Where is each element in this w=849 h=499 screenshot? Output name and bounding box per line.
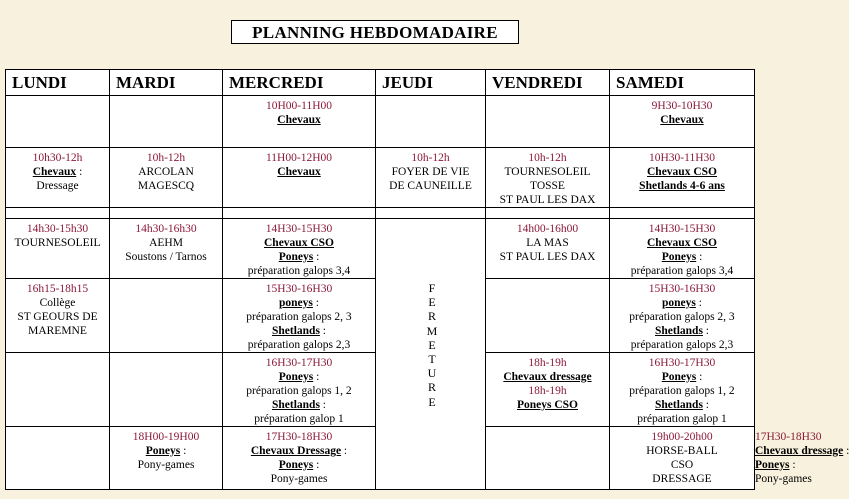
activity-label: Chevaux CSO	[647, 237, 717, 249]
colon: :	[843, 445, 849, 457]
activity-label: poneys	[662, 297, 696, 309]
colon: :	[702, 325, 709, 337]
schedule-cell	[6, 208, 110, 219]
activity-detail: préparation galops 3,4	[630, 265, 734, 277]
day-header-mercredi: MERCREDI	[223, 70, 376, 96]
schedule-cell	[223, 96, 376, 148]
schedule-cell	[6, 427, 110, 490]
colon: :	[341, 445, 348, 457]
venue-line: LA MAS	[526, 237, 569, 249]
schedule-cell	[486, 427, 610, 490]
activity-label: poneys	[279, 297, 313, 309]
fermeture-letter: F	[428, 281, 436, 295]
colon: :	[319, 325, 326, 337]
time-slot: 18h-19h	[528, 385, 567, 397]
activity-detail: préparation galop 1	[637, 413, 727, 425]
venue-line: CSO	[670, 459, 694, 471]
schedule-cell	[223, 279, 376, 353]
time-slot: 17H30-18H30	[265, 431, 333, 443]
time-slot: 14h30-16h30	[135, 223, 197, 235]
day-header-samedi: SAMEDI	[610, 70, 755, 96]
time-slot: 10h30-12h	[32, 152, 83, 164]
venue-line: TOURNESOLEIL	[14, 237, 101, 249]
schedule-cell	[610, 96, 755, 148]
schedule-cell	[6, 148, 110, 208]
colon: :	[312, 297, 319, 309]
day-header-jeudi: JEUDI	[376, 70, 486, 96]
time-slot: 14H30-15H30	[265, 223, 333, 235]
activity-detail: Pony-games	[137, 459, 195, 471]
activity-label: Shetlands	[271, 325, 320, 337]
schedule-cell	[223, 208, 376, 219]
spacer-row	[6, 208, 755, 219]
time-slot: 16H30-17H30	[265, 357, 333, 369]
schedule-cell	[610, 279, 755, 353]
schedule-cell	[610, 353, 755, 427]
venue-line: AEHM	[149, 237, 183, 249]
schedule-cell	[486, 353, 610, 427]
colon: :	[696, 251, 703, 263]
schedule-cell	[6, 353, 110, 427]
schedule-cell	[223, 427, 376, 490]
activity-detail: Pony-games	[270, 473, 328, 485]
venue-line: FOYER DE VIE	[391, 166, 470, 178]
colon: :	[319, 399, 326, 411]
schedule-cell	[223, 353, 376, 427]
weekly-schedule-table	[5, 69, 849, 490]
venue-line: MAREMNE	[28, 325, 87, 337]
fermeture-letter: R	[427, 380, 436, 395]
schedule-cell	[110, 96, 223, 148]
table-row	[6, 96, 755, 148]
colon: :	[789, 459, 796, 471]
fermeture-letter: U	[427, 366, 437, 381]
time-slot: 15H30-16H30	[265, 283, 333, 295]
table-row	[6, 148, 755, 208]
venue-line: ST GEOURS DE	[17, 311, 98, 323]
venue-line: DE CAUNEILLE	[389, 180, 472, 192]
page-title: PLANNING HEBDOMADAIRE	[231, 20, 519, 44]
time-slot: 10H00-11H00	[265, 100, 332, 112]
schedule-cell	[110, 219, 223, 279]
colon: :	[702, 399, 709, 411]
fermeture-letter: R	[427, 309, 436, 324]
venue-line: Soustons / Tarnos	[125, 251, 207, 263]
activity-label: Shetlands 4-6 ans	[639, 180, 725, 192]
time-slot: 18H00-19H00	[132, 431, 200, 443]
time-slot: 16H30-17H30	[648, 357, 716, 369]
schedule-cell	[110, 148, 223, 208]
fermeture-letter: E	[428, 337, 436, 352]
day-header-lundi: LUNDI	[6, 70, 110, 96]
time-slot: 19h00-20h00	[651, 431, 713, 443]
activity-label: Chevaux CSO	[647, 166, 717, 178]
activity-detail: préparation galops 2, 3	[629, 311, 735, 323]
time-slot: 10H30-11H30	[648, 152, 715, 164]
fermeture-letter: E	[428, 295, 436, 310]
schedule-cell	[110, 353, 223, 427]
schedule-cell	[486, 148, 610, 208]
schedule-cell	[223, 148, 376, 208]
schedule-cell	[6, 219, 110, 279]
activity-label: Poneys	[278, 459, 314, 471]
time-slot: 14h30-15h30	[26, 223, 89, 235]
time-slot: 15H30-16H30	[648, 283, 716, 295]
schedule-cell	[110, 279, 223, 353]
schedule-cell	[110, 208, 223, 219]
activity-label: Poneys	[661, 371, 697, 383]
time-slot: 18h-19h	[528, 357, 567, 369]
time-slot: 14h00-16h00	[516, 223, 579, 235]
activity-label: Poneys	[278, 371, 314, 383]
activity-detail: préparation galop 1	[254, 413, 344, 425]
activity-label: Chevaux	[660, 114, 704, 126]
venue-line: HORSE-BALL	[646, 445, 718, 457]
activity-detail: Dressage	[36, 180, 79, 192]
schedule-cell	[486, 219, 610, 279]
activity-label: Chevaux	[277, 166, 321, 178]
schedule-cell	[6, 96, 110, 148]
header-row	[6, 70, 755, 96]
schedule-cell	[110, 427, 223, 490]
colon: :	[180, 445, 187, 457]
schedule-cell	[486, 279, 610, 353]
colon: :	[313, 251, 320, 263]
venue-line: ST PAUL LES DAX	[499, 194, 596, 206]
activity-detail: préparation galops 2,3	[247, 339, 351, 351]
colon: :	[76, 166, 83, 178]
fermeture-letter: E	[428, 394, 436, 409]
activity-label: Chevaux	[32, 166, 77, 178]
schedule-cell	[6, 279, 110, 353]
schedule-cell	[610, 148, 755, 208]
colon: :	[695, 297, 702, 309]
activity-label: Chevaux	[277, 114, 321, 126]
venue-line: TOURNESOLEIL	[504, 166, 591, 178]
activity-label: Shetlands	[654, 325, 703, 337]
fermeture-letter: M	[426, 323, 438, 338]
activity-label: Shetlands	[654, 399, 703, 411]
activity-label: Poneys	[278, 251, 314, 263]
time-slot: 11H00-12H00	[265, 152, 332, 164]
venue-line: ARCOLAN	[138, 166, 194, 178]
venue-line: ST PAUL LES DAX	[499, 251, 596, 263]
activity-label: Poneys	[755, 459, 790, 471]
activity-label: Poneys	[145, 445, 181, 457]
activity-label: Chevaux dressage	[755, 445, 844, 457]
day-header-vendredi: VENDREDI	[486, 70, 610, 96]
schedule-cell	[486, 208, 610, 219]
activity-detail: préparation galops 2,3	[630, 339, 734, 351]
activity-detail: préparation galops 1, 2	[629, 385, 735, 397]
table-row	[6, 219, 755, 279]
activity-label: Chevaux Dressage	[250, 445, 342, 457]
time-slot: 10h-12h	[411, 152, 450, 164]
venue-line: TOSSE	[530, 180, 565, 192]
schedule-cell	[376, 96, 486, 148]
activity-label: Shetlands	[271, 399, 320, 411]
colon: :	[696, 371, 703, 383]
time-slot: 14H30-15H30	[648, 223, 716, 235]
fermeture-letter: T	[428, 352, 436, 367]
table-row: 18H00-19H00 Poneys : Pony-games 17H30-18H30 Chevaux Dressage : Poneys : Pony-games 19h00-20h00 HORSE-BALL CSO DRESSAGE 17H30-18H30 Chevaux dressage : Poneys : Pony-games	[6, 427, 755, 490]
schedule-cell	[223, 219, 376, 279]
schedule-cell	[376, 208, 486, 219]
colon: :	[313, 371, 320, 383]
time-slot: 10h-12h	[528, 152, 567, 164]
schedule-cell	[610, 219, 755, 279]
activity-label: Poneys	[661, 251, 697, 263]
activity-label: Chevaux dressage	[503, 371, 592, 383]
schedule-cell	[486, 96, 610, 148]
time-slot: 9H30-10H30	[651, 100, 713, 112]
activity-detail: préparation galops 1, 2	[246, 385, 352, 397]
time-slot: 10h-12h	[146, 152, 186, 164]
venue-line: Collège	[39, 297, 76, 309]
fermeture-vertical-text	[377, 281, 487, 409]
activity-label: Poneys CSO	[516, 399, 579, 411]
schedule-cell	[376, 148, 486, 208]
schedule-cell	[610, 208, 755, 219]
venue-line: MAGESCQ	[137, 180, 195, 192]
colon: :	[313, 459, 320, 471]
schedule-cell	[610, 427, 755, 490]
venue-line: DRESSAGE	[652, 473, 712, 485]
activity-detail: préparation galops 3,4	[247, 265, 351, 277]
activity-detail: préparation galops 2, 3	[246, 311, 352, 323]
day-header-mardi: MARDI	[110, 70, 223, 96]
time-slot: 16h15-18h15	[26, 283, 89, 295]
activity-label: Chevaux CSO	[264, 237, 334, 249]
